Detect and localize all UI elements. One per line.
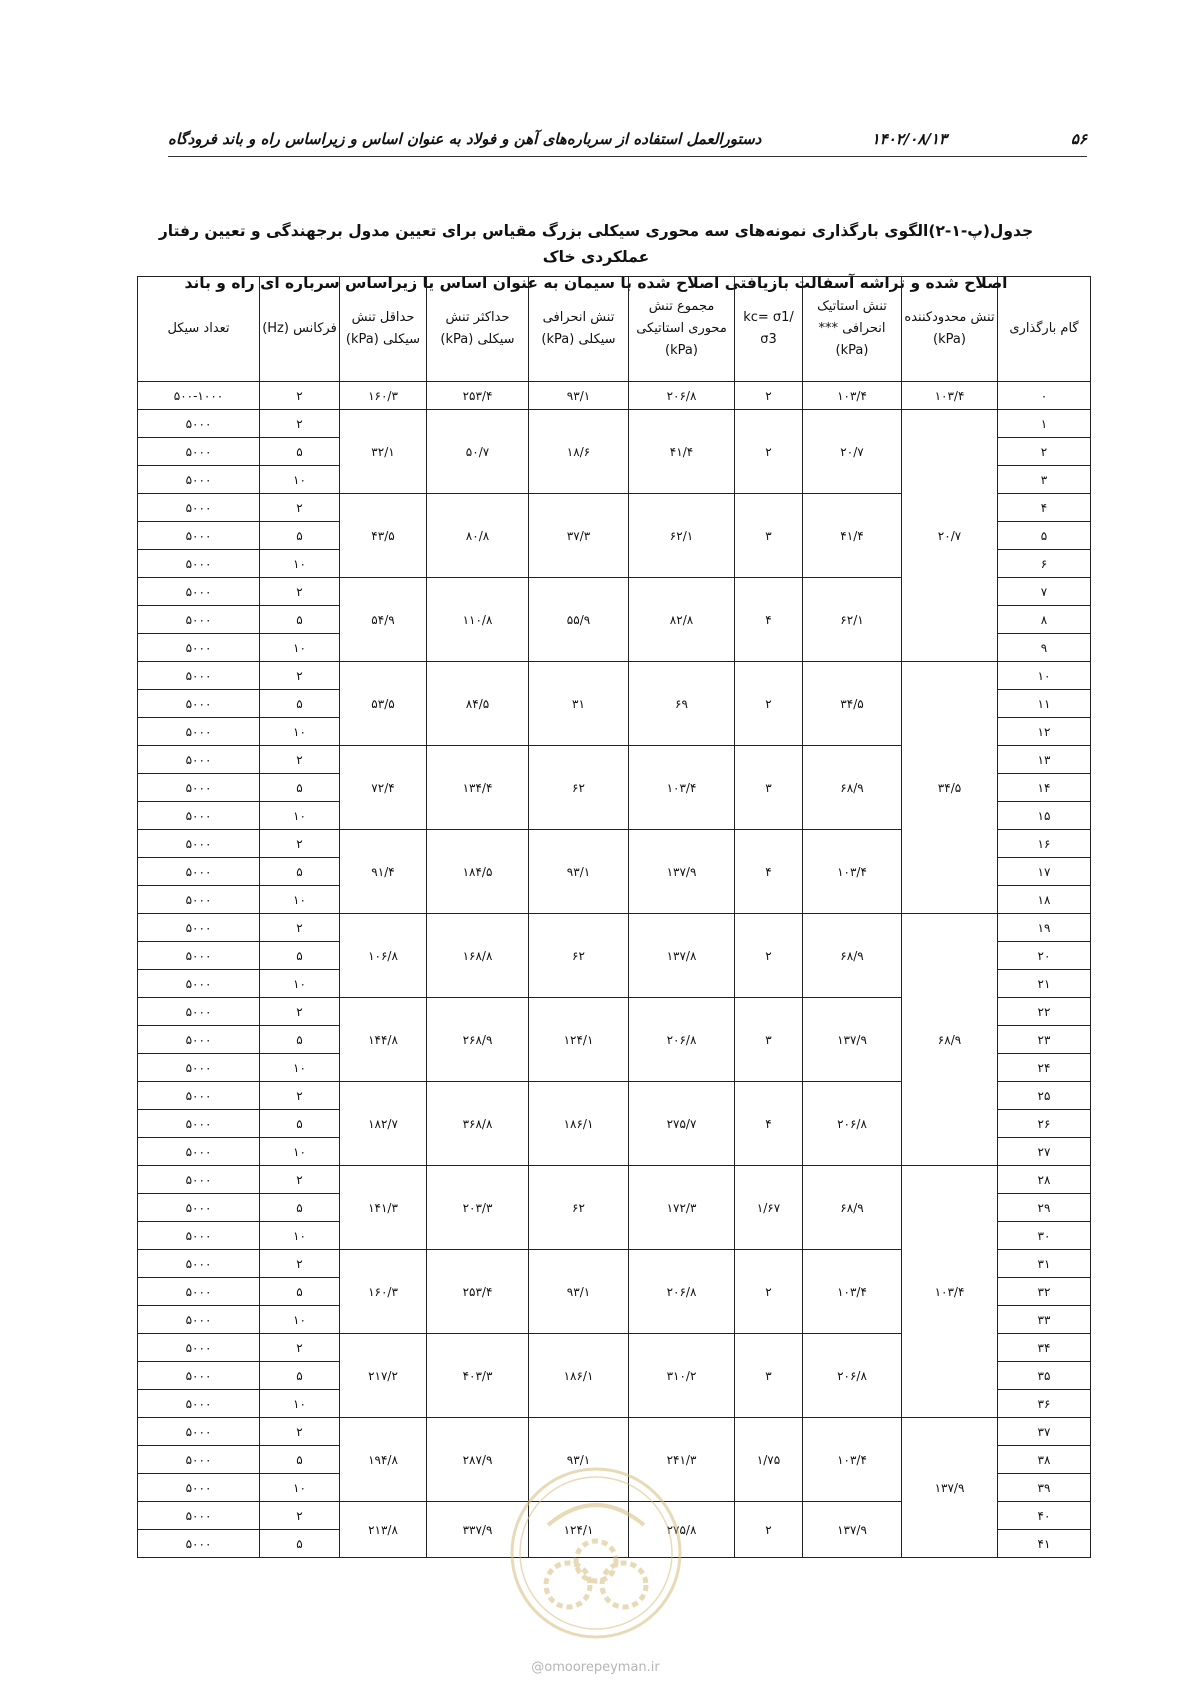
cell-max: ۳۶۸/۸ — [427, 1082, 529, 1166]
cell-step: ۱۹ — [998, 914, 1091, 942]
cell-step: ۱۵ — [998, 802, 1091, 830]
table-row — [138, 1418, 1091, 1446]
cell-frequency: ۵ — [260, 438, 340, 466]
cell-step: ۲۵ — [998, 1082, 1091, 1110]
cell-cycles: ۵۰۰۰ — [138, 1334, 260, 1362]
loading-sequence-table — [137, 276, 1091, 1558]
table-row-conditioning — [138, 382, 1091, 410]
cell-cycles: ۵۰۰۰ — [138, 1418, 260, 1446]
cell-cycles: ۵۰۰۰ — [138, 1474, 260, 1502]
cell-max: ۱۳۴/۴ — [427, 746, 529, 830]
cell-frequency: ۱۰ — [260, 550, 340, 578]
cell-cycles: ۵۰۰۰ — [138, 1194, 260, 1222]
cell-frequency: ۲ — [260, 662, 340, 690]
cell-total: ۲۰۶/۸ — [629, 1250, 735, 1334]
cell-total: ۶۹ — [629, 662, 735, 746]
cell-min: ۴۳/۵ — [340, 494, 427, 578]
watermark-logo — [508, 1465, 684, 1641]
cell-min: ۹۱/۴ — [340, 830, 427, 914]
cell-frequency: ۲ — [260, 1334, 340, 1362]
cell-step: ۲۹ — [998, 1194, 1091, 1222]
caption-line-1: جدول(پ-۱-۲)الگوی بارگذاری نمونه‌های سه محوری سیکلی بزرگ مقیاس برای تعیین مدول برجهندگی و تعیین رفتار عملکردی خاک — [158, 222, 1034, 266]
cell-step: ۴ — [998, 494, 1091, 522]
cell-cycles: ۵۰۰۰ — [138, 1222, 260, 1250]
header-date: ۱۴۰۲/۰۸/۱۳ — [871, 130, 947, 148]
cell-confining: ۳۴/۵ — [902, 662, 998, 914]
cell-frequency: ۵ — [260, 1530, 340, 1558]
cell-min: ۱۶۰/۳ — [340, 382, 427, 410]
header-kc: kc= σ1/σ3 — [735, 277, 803, 382]
cell-step: ۳۸ — [998, 1446, 1091, 1474]
cell-cyclic: ۹۳/۱ — [529, 830, 629, 914]
cell-total: ۴۱/۴ — [629, 410, 735, 494]
cell-max: ۲۸۷/۹ — [427, 1418, 529, 1502]
cell-total: ۲۴۱/۳ — [629, 1418, 735, 1502]
cell-frequency: ۱۰ — [260, 1474, 340, 1502]
cell-min: ۳۲/۱ — [340, 410, 427, 494]
cell-frequency: ۲ — [260, 1502, 340, 1530]
cell-step: ۸ — [998, 606, 1091, 634]
cell-static: ۲۰۶/۸ — [803, 1082, 902, 1166]
cell-frequency: ۲ — [260, 1418, 340, 1446]
cell-static: ۶۲/۱ — [803, 578, 902, 662]
cell-kc: ۴ — [735, 1082, 803, 1166]
cell-max: ۲۰۳/۳ — [427, 1166, 529, 1250]
header-cyclic-deviator: تنش انحرافی سیکلی (kPa) — [529, 277, 629, 382]
cell-cycles: ۵۰۰۰ — [138, 802, 260, 830]
cell-total: ۱۷۲/۳ — [629, 1166, 735, 1250]
cell-step: ۳۱ — [998, 1250, 1091, 1278]
cell-cycles: ۵۰۰۰ — [138, 1138, 260, 1166]
cell-frequency: ۵ — [260, 1026, 340, 1054]
cell-step: ۲۷ — [998, 1138, 1091, 1166]
cell-frequency: ۲ — [260, 1082, 340, 1110]
cell-static: ۱۰۳/۴ — [803, 1418, 902, 1502]
cell-min: ۱۹۴/۸ — [340, 1418, 427, 1502]
cell-confining: ۱۰۳/۴ — [902, 1166, 998, 1418]
cell-kc: ۳ — [735, 1334, 803, 1418]
cell-cycles: ۵۰۰۰ — [138, 718, 260, 746]
cell-cycles: ۵۰۰۰ — [138, 1446, 260, 1474]
cell-step: ۳۷ — [998, 1418, 1091, 1446]
cell-frequency: ۲ — [260, 1166, 340, 1194]
header-min-cyclic: حداقل تنش سیکلی (kPa) — [340, 277, 427, 382]
cell-cycles: ۵۰۰۰ — [138, 410, 260, 438]
cell-cycles: ۵۰۰۰ — [138, 1026, 260, 1054]
cell-cycles: ۵۰۰۰ — [138, 522, 260, 550]
cell-frequency: ۱۰ — [260, 1138, 340, 1166]
cell-min: ۷۲/۴ — [340, 746, 427, 830]
cell-step: ۳۵ — [998, 1362, 1091, 1390]
cell-kc: ۱/۶۷ — [735, 1166, 803, 1250]
cell-confining: ۱۳۷/۹ — [902, 1418, 998, 1558]
cell-step: ۲۸ — [998, 1166, 1091, 1194]
loading-table-container — [137, 276, 1091, 1558]
header-step: گام بارگذاری — [998, 277, 1091, 382]
cell-cycles: ۵۰۰۰ — [138, 438, 260, 466]
cell-static: ۱۳۷/۹ — [803, 998, 902, 1082]
cell-cycles: ۵۰۰۰ — [138, 858, 260, 886]
cell-frequency: ۵ — [260, 522, 340, 550]
cell-step: ۱۸ — [998, 886, 1091, 914]
cell-step: ۲۴ — [998, 1054, 1091, 1082]
header-static-deviator: تنش استاتیک انحرافی ***(kPa) — [803, 277, 902, 382]
cell-step: ۱۷ — [998, 858, 1091, 886]
cell-min: ۱۴۱/۳ — [340, 1166, 427, 1250]
cell-cycles: ۵۰۰۰ — [138, 690, 260, 718]
cell-kc: ۲ — [735, 1502, 803, 1558]
cell-kc: ۲ — [735, 410, 803, 494]
cell-frequency: ۱۰ — [260, 886, 340, 914]
cell-step: ۲۰ — [998, 942, 1091, 970]
cell-kc: ۳ — [735, 746, 803, 830]
cell-cyclic: ۶۲ — [529, 1166, 629, 1250]
cell-kc: ۱/۷۵ — [735, 1418, 803, 1502]
cell-min: ۱۶۰/۳ — [340, 1250, 427, 1334]
table-row — [138, 410, 1091, 438]
cell-frequency: ۱۰ — [260, 1390, 340, 1418]
cell-kc: ۳ — [735, 494, 803, 578]
cell-cyclic: ۶۲ — [529, 746, 629, 830]
cell-step: ۱۶ — [998, 830, 1091, 858]
cell-frequency: ۵ — [260, 1362, 340, 1390]
cell-step: ۴۰ — [998, 1502, 1091, 1530]
cell-cycles: ۵۰۰۰ — [138, 1306, 260, 1334]
cell-cycles: ۵۰۰۰ — [138, 998, 260, 1026]
cell-cycles: ۵۰۰۰ — [138, 1054, 260, 1082]
cell-static: ۴۱/۴ — [803, 494, 902, 578]
cell-frequency: ۵ — [260, 606, 340, 634]
cell-total: ۲۰۶/۸ — [629, 382, 735, 410]
cell-frequency: ۲ — [260, 746, 340, 774]
cell-cycles: ۵۰۰۰ — [138, 1278, 260, 1306]
cell-cyclic: ۱۸۶/۱ — [529, 1334, 629, 1418]
cell-cycles: ۵۰۰۰ — [138, 1362, 260, 1390]
cell-total: ۳۱۰/۲ — [629, 1334, 735, 1418]
cell-cycles: ۵۰۰۰ — [138, 1390, 260, 1418]
cell-frequency: ۵ — [260, 858, 340, 886]
cell-cyclic: ۱۸/۶ — [529, 410, 629, 494]
cell-confining: ۱۰۳/۴ — [902, 382, 998, 410]
cell-step: ۱۴ — [998, 774, 1091, 802]
cell-total: ۲۰۶/۸ — [629, 998, 735, 1082]
cell-step: ۲۱ — [998, 970, 1091, 998]
cell-cycles: ۵۰۰-۱۰۰۰ — [138, 382, 260, 410]
cell-frequency: ۲ — [260, 578, 340, 606]
cell-cycles: ۵۰۰۰ — [138, 606, 260, 634]
cell-cyclic: ۹۳/۱ — [529, 1250, 629, 1334]
cell-frequency: ۱۰ — [260, 718, 340, 746]
cell-max: ۲۵۳/۴ — [427, 382, 529, 410]
header-max-cyclic: حداکثر تنش سیکلی (kPa) — [427, 277, 529, 382]
cell-cyclic: ۳۱ — [529, 662, 629, 746]
cell-max: ۵۰/۷ — [427, 410, 529, 494]
cell-cyclic: ۱۲۴/۱ — [529, 998, 629, 1082]
cell-step: ۱۱ — [998, 690, 1091, 718]
cell-min: ۵۳/۵ — [340, 662, 427, 746]
cell-kc: ۳ — [735, 998, 803, 1082]
cell-step: ۴۱ — [998, 1530, 1091, 1558]
cell-static: ۲۰/۷ — [803, 410, 902, 494]
cell-cycles: ۵۰۰۰ — [138, 634, 260, 662]
cell-frequency: ۱۰ — [260, 466, 340, 494]
cell-cycles: ۵۰۰۰ — [138, 494, 260, 522]
cell-frequency: ۵ — [260, 942, 340, 970]
cell-confining: ۲۰/۷ — [902, 410, 998, 662]
header-frequency: فرکانس (Hz) — [260, 277, 340, 382]
cell-max: ۲۶۸/۹ — [427, 998, 529, 1082]
cell-cyclic: ۹۳/۱ — [529, 1418, 629, 1502]
cell-step: ۵ — [998, 522, 1091, 550]
cell-cycles: ۵۰۰۰ — [138, 662, 260, 690]
cell-cycles: ۵۰۰۰ — [138, 550, 260, 578]
cell-total: ۱۳۷/۹ — [629, 830, 735, 914]
cell-frequency: ۵ — [260, 1194, 340, 1222]
table-row — [138, 1166, 1091, 1194]
cell-total: ۸۲/۸ — [629, 578, 735, 662]
cell-cycles: ۵۰۰۰ — [138, 1530, 260, 1558]
cell-max: ۸۰/۸ — [427, 494, 529, 578]
cell-cycles: ۵۰۰۰ — [138, 1502, 260, 1530]
header-total-static-axial: مجموع تنش محوری استاتیکی (kPa) — [629, 277, 735, 382]
cell-cycles: ۵۰۰۰ — [138, 774, 260, 802]
cell-cycles: ۵۰۰۰ — [138, 746, 260, 774]
cell-frequency: ۵ — [260, 1446, 340, 1474]
cell-static: ۱۳۷/۹ — [803, 1502, 902, 1558]
cell-max: ۲۵۳/۴ — [427, 1250, 529, 1334]
cell-static: ۶۸/۹ — [803, 914, 902, 998]
cell-step: ۲۳ — [998, 1026, 1091, 1054]
cell-cycles: ۵۰۰۰ — [138, 1250, 260, 1278]
cell-total: ۱۰۳/۴ — [629, 746, 735, 830]
cell-cycles: ۵۰۰۰ — [138, 886, 260, 914]
cell-frequency: ۵ — [260, 774, 340, 802]
cell-min: ۱۴۴/۸ — [340, 998, 427, 1082]
header-title: دستورالعمل استفاده از سرباره‌های آهن و فولاد به عنوان اساس و زیراساس راه و باند فرودگاه — [168, 130, 762, 148]
cell-step: ۳ — [998, 466, 1091, 494]
cell-frequency: ۱۰ — [260, 970, 340, 998]
header-confining-stress: تنش محدودکننده (kPa) — [902, 277, 998, 382]
cell-frequency: ۱۰ — [260, 634, 340, 662]
cell-step: ۱۳ — [998, 746, 1091, 774]
table-row — [138, 662, 1091, 690]
watermark-text: @omoorepeyman.ir — [531, 1660, 660, 1675]
cell-step: ۷ — [998, 578, 1091, 606]
cell-step: ۹ — [998, 634, 1091, 662]
cell-kc: ۲ — [735, 662, 803, 746]
cell-cycles: ۵۰۰۰ — [138, 1166, 260, 1194]
cell-frequency: ۵ — [260, 690, 340, 718]
cell-min: ۱۸۲/۷ — [340, 1082, 427, 1166]
cell-total: ۲۷۵/۷ — [629, 1082, 735, 1166]
cell-step: ۱۲ — [998, 718, 1091, 746]
header-divider — [168, 156, 1087, 157]
cell-step: ۳۶ — [998, 1390, 1091, 1418]
cell-cycles: ۵۰۰۰ — [138, 942, 260, 970]
cell-cyclic: ۱۸۶/۱ — [529, 1082, 629, 1166]
cell-cyclic: ۳۷/۳ — [529, 494, 629, 578]
cell-frequency: ۲ — [260, 1250, 340, 1278]
cell-step: ۳۳ — [998, 1306, 1091, 1334]
cell-step: ۲۶ — [998, 1110, 1091, 1138]
cell-frequency: ۲ — [260, 494, 340, 522]
cell-max: ۱۱۰/۸ — [427, 578, 529, 662]
cell-frequency: ۲ — [260, 410, 340, 438]
cell-frequency: ۲ — [260, 830, 340, 858]
cell-step: ۳۹ — [998, 1474, 1091, 1502]
cell-static: ۱۰۳/۴ — [803, 382, 902, 410]
cell-static: ۶۸/۹ — [803, 1166, 902, 1250]
cell-min: ۱۰۶/۸ — [340, 914, 427, 998]
cell-cycles: ۵۰۰۰ — [138, 578, 260, 606]
cell-cycles: ۵۰۰۰ — [138, 1082, 260, 1110]
cell-step: ۱ — [998, 410, 1091, 438]
cell-cycles: ۵۰۰۰ — [138, 466, 260, 494]
cell-cycles: ۵۰۰۰ — [138, 830, 260, 858]
page-number: ۵۶ — [1070, 130, 1087, 148]
cell-kc: ۲ — [735, 382, 803, 410]
cell-total: ۲۷۵/۸ — [629, 1502, 735, 1558]
table-header-row — [138, 277, 1091, 382]
cell-cyclic: ۵۵/۹ — [529, 578, 629, 662]
cell-frequency: ۱۰ — [260, 1222, 340, 1250]
cell-max: ۸۴/۵ — [427, 662, 529, 746]
cell-cycles: ۵۰۰۰ — [138, 914, 260, 942]
cell-min: ۵۴/۹ — [340, 578, 427, 662]
cell-step: ۳۲ — [998, 1278, 1091, 1306]
cell-step: ۳۴ — [998, 1334, 1091, 1362]
caption-line-2: اصلاح شده و تراشه آسفالت بازیافتی اصلاح شده با سیمان به عنوان اساس یا زیراساس سرباره ای راه و باند — [184, 274, 1008, 292]
cell-min: ۲۱۷/۲ — [340, 1334, 427, 1418]
cell-total: ۱۳۷/۸ — [629, 914, 735, 998]
cell-cyclic: ۶۲ — [529, 914, 629, 998]
cell-cyclic: ۱۲۴/۱ — [529, 1502, 629, 1558]
cell-step: ۲۲ — [998, 998, 1091, 1026]
cell-cycles: ۵۰۰۰ — [138, 970, 260, 998]
cell-frequency: ۵ — [260, 1278, 340, 1306]
cell-max: ۳۳۷/۹ — [427, 1502, 529, 1558]
cell-step: ۳۰ — [998, 1222, 1091, 1250]
cell-frequency: ۱۰ — [260, 1054, 340, 1082]
cell-min: ۲۱۳/۸ — [340, 1502, 427, 1558]
cell-static: ۶۸/۹ — [803, 746, 902, 830]
cell-kc: ۲ — [735, 914, 803, 998]
cell-static: ۲۰۶/۸ — [803, 1334, 902, 1418]
cell-frequency: ۵ — [260, 1110, 340, 1138]
cell-static: ۳۴/۵ — [803, 662, 902, 746]
cell-confining: ۶۸/۹ — [902, 914, 998, 1166]
cell-frequency: ۲ — [260, 998, 340, 1026]
cell-max: ۱۶۸/۸ — [427, 914, 529, 998]
cell-max: ۴۰۳/۳ — [427, 1334, 529, 1418]
cell-frequency: ۲ — [260, 914, 340, 942]
cell-step: ۲ — [998, 438, 1091, 466]
cell-max: ۱۸۴/۵ — [427, 830, 529, 914]
table-body — [138, 382, 1091, 1558]
cell-step: ۶ — [998, 550, 1091, 578]
cell-kc: ۴ — [735, 578, 803, 662]
cell-kc: ۲ — [735, 1250, 803, 1334]
cell-step: ۰ — [998, 382, 1091, 410]
cell-static: ۱۰۳/۴ — [803, 1250, 902, 1334]
cell-cycles: ۵۰۰۰ — [138, 1110, 260, 1138]
cell-total: ۶۲/۱ — [629, 494, 735, 578]
cell-step: ۱۰ — [998, 662, 1091, 690]
cell-frequency: ۲ — [260, 382, 340, 410]
cell-static: ۱۰۳/۴ — [803, 830, 902, 914]
cell-kc: ۴ — [735, 830, 803, 914]
header-cycles: تعداد سیکل — [138, 277, 260, 382]
table-row — [138, 914, 1091, 942]
cell-cyclic: ۹۳/۱ — [529, 382, 629, 410]
cell-frequency: ۱۰ — [260, 1306, 340, 1334]
page-header — [168, 130, 1087, 156]
cell-frequency: ۱۰ — [260, 802, 340, 830]
